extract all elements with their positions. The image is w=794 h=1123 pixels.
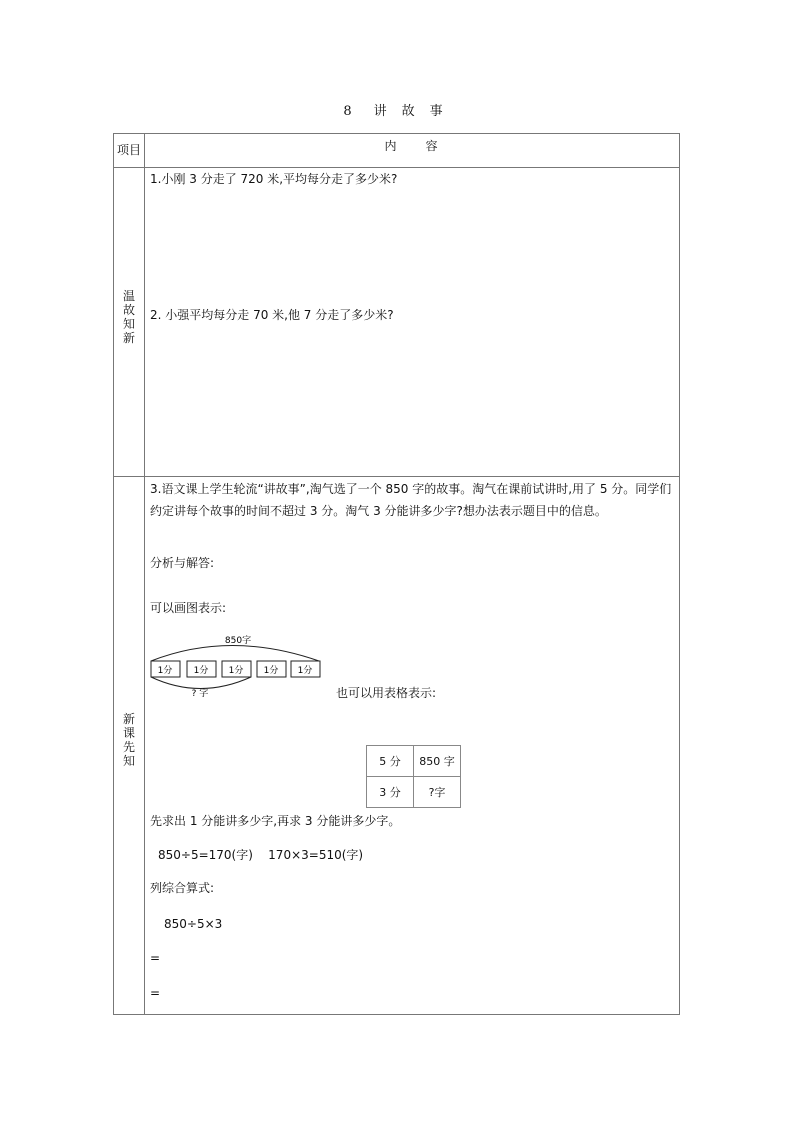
table-row xyxy=(367,777,461,808)
calculation-text: 850÷5=170(字) 170×3=510(字) xyxy=(158,848,364,862)
diagram-box-label: 1分 xyxy=(297,666,313,676)
section-label-char: 新 xyxy=(122,712,135,726)
section-divider xyxy=(114,476,679,477)
combined-label: 列综合算式: xyxy=(150,881,215,895)
section-label-char: 课 xyxy=(122,726,135,740)
section-label-char: 故 xyxy=(122,303,135,317)
header-content-char: 容 xyxy=(425,139,439,153)
question-3: 3.语文课上学生轮流“讲故事”,淘气选了一个 850 字的故事。淘气在课前试讲时,用了 5 分。同学们约定讲每个故事的时间不超过 3 分。淘气 3 分能讲多少字?想办法表示题目中的信息。 xyxy=(150,482,672,518)
section-label-char: 先 xyxy=(122,740,135,754)
section-label-char: 温 xyxy=(122,289,135,303)
table-cell: 5 分 xyxy=(367,746,414,777)
diagram-top-label: 850字 xyxy=(224,636,252,646)
header-content xyxy=(144,136,679,169)
diagram-bottom-label: ? 字 xyxy=(191,689,209,699)
analysis-label: 分析与解答: xyxy=(150,556,215,570)
title-char: 事 xyxy=(429,104,444,119)
diagram-box-label: 1分 xyxy=(263,666,279,676)
diagram-box-label: 1分 xyxy=(228,666,244,676)
question-1: 1.小刚 3 分走了 720 米,平均每分走了多少米? xyxy=(150,172,398,186)
equals-line-1: = xyxy=(150,951,161,965)
diagram-box-label: 1分 xyxy=(157,666,173,676)
title-char: 讲 xyxy=(373,104,388,119)
combined-expression: 850÷5×3 xyxy=(164,917,223,931)
header-item: 项目 xyxy=(116,143,141,157)
method-text: 先求出 1 分能讲多少字,再求 3 分能讲多少字。 xyxy=(150,814,401,828)
top-brace xyxy=(151,646,319,662)
section-label-char: 知 xyxy=(122,317,135,331)
table-row xyxy=(367,746,461,777)
section-label-review xyxy=(114,289,144,345)
lesson-number: 8 xyxy=(343,104,353,119)
equals-line-2: = xyxy=(150,986,161,1000)
section-label-char: 新 xyxy=(122,331,135,345)
column-divider xyxy=(144,134,145,1014)
draw-label: 可以画图表示: xyxy=(150,601,227,615)
table-label: 也可以用表格表示: xyxy=(336,686,437,700)
diagram-box-label: 1分 xyxy=(193,666,209,676)
title-char: 故 xyxy=(401,104,416,119)
question-2: 2. 小强平均每分走 70 米,他 7 分走了多少米? xyxy=(150,308,394,322)
page-title xyxy=(0,100,794,119)
segment-diagram xyxy=(148,630,328,702)
header-content-char: 内 xyxy=(384,139,398,153)
section-label-preview xyxy=(114,712,144,768)
bottom-brace xyxy=(151,677,251,689)
table-cell: 850 字 xyxy=(414,746,461,777)
section-label-char: 知 xyxy=(122,754,135,768)
table-cell: 3 分 xyxy=(367,777,414,808)
mini-table xyxy=(366,745,461,808)
table-cell: ?字 xyxy=(414,777,461,808)
